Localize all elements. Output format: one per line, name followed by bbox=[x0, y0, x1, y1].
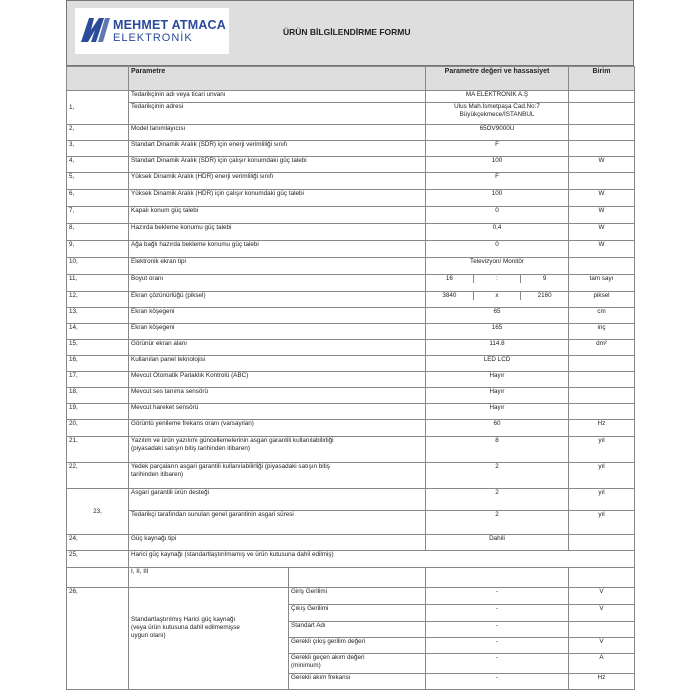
row-value: Televizyon/ Monitör bbox=[426, 258, 569, 275]
spec-label: Standart Adı bbox=[289, 622, 426, 638]
row-param: Tedarikçinin adresi bbox=[129, 103, 426, 125]
row-unit bbox=[569, 103, 635, 125]
row-param: Kapalı konum güç talebi bbox=[129, 207, 426, 224]
table-row bbox=[67, 535, 635, 551]
row-number: 21, bbox=[67, 437, 129, 463]
row-number: 8, bbox=[67, 224, 129, 241]
row-number: 6, bbox=[67, 190, 129, 207]
table-row bbox=[67, 141, 635, 157]
table-row bbox=[67, 340, 635, 356]
row-number: 2, bbox=[67, 125, 129, 141]
logo-subtitle: ELEKTRONİK bbox=[113, 32, 193, 44]
row-param-line-1: Standartlaştırılmış Harici güç kaynağı bbox=[131, 616, 236, 623]
table-row bbox=[67, 588, 635, 605]
row-number: 24, bbox=[67, 535, 129, 551]
row-value: - bbox=[426, 605, 569, 622]
row-value: - bbox=[426, 654, 569, 674]
row-value: Hayır bbox=[426, 388, 569, 404]
spec-label-line-2: (minimum) bbox=[291, 662, 321, 669]
row-unit: W bbox=[569, 190, 635, 207]
row-number: 5, bbox=[67, 173, 129, 190]
ratio-height: 9 bbox=[542, 275, 547, 282]
row-number: 18, bbox=[67, 388, 129, 404]
row-param: Kullanılan panel teknolojisi bbox=[129, 356, 426, 372]
row-unit: W bbox=[569, 241, 635, 258]
row-unit: cm bbox=[569, 308, 635, 324]
spec-label: Gerekli çıkış gerilim değeri bbox=[289, 638, 426, 654]
row-value: 0,4 bbox=[426, 224, 569, 241]
row-param-line-1: Yedek parçaların asgari garantili kullanılabilirliği (piyasadaki satışın bitiş bbox=[131, 463, 330, 470]
row-number: 19, bbox=[67, 404, 129, 420]
table-row bbox=[67, 324, 635, 340]
row-number: 3, bbox=[67, 141, 129, 157]
row-value bbox=[426, 275, 569, 292]
table-row bbox=[67, 420, 635, 437]
row-unit: yıl bbox=[569, 511, 635, 535]
row-unit: Hz bbox=[569, 674, 635, 690]
table-row bbox=[67, 356, 635, 372]
row-number: 15, bbox=[67, 340, 129, 356]
row-unit: dm² bbox=[569, 340, 635, 356]
row-param-line-1: Yazılım ve ürün yazılımı güncellemelerinin asgari garantili kullanılabilirliği bbox=[131, 437, 334, 444]
row-unit: inç bbox=[569, 324, 635, 340]
table-row bbox=[67, 91, 635, 103]
row-unit bbox=[569, 568, 635, 588]
row-unit: W bbox=[569, 157, 635, 173]
spec-label: Giriş Gerilimi bbox=[289, 588, 426, 605]
row-sub-spec bbox=[289, 568, 426, 588]
table-row bbox=[67, 388, 635, 404]
row-unit bbox=[569, 141, 635, 157]
row-param: Yüksek Dinamik Aralık (HDR) için çalışır konumdaki güç talebi bbox=[129, 190, 426, 207]
row-unit: Hz bbox=[569, 420, 635, 437]
row-value: 114.8 bbox=[426, 340, 569, 356]
row-number: 23, bbox=[67, 489, 129, 535]
company-logo bbox=[75, 8, 229, 54]
row-value: 0 bbox=[426, 241, 569, 258]
table-row bbox=[67, 404, 635, 420]
row-value: 100 bbox=[426, 157, 569, 173]
form-title: ÜRÜN BİLGİLENDİRME FORMU bbox=[283, 27, 411, 37]
logo-name: MEHMET ATMACA bbox=[113, 18, 227, 32]
row-param: Ekran köşegeni bbox=[129, 308, 426, 324]
row-unit: yıl bbox=[569, 463, 635, 489]
row-value: - bbox=[426, 638, 569, 654]
row-param: Tedarikçi tarafından sunulan genel garantinin asgari süresi bbox=[129, 511, 426, 535]
row-param: Yüksek Dinamik Aralık (HDR) enerji verimliliği sınıfı bbox=[129, 173, 426, 190]
row-value: 100 bbox=[426, 190, 569, 207]
row-value: 2 bbox=[426, 489, 569, 511]
row-unit: tam sayı bbox=[569, 275, 635, 292]
row-number: 4, bbox=[67, 157, 129, 173]
header-num-cell bbox=[67, 67, 129, 91]
row-param: Harici güç kaynağı (standartlaştırılmamış ve ürün kutusuna dahil edilmiş) bbox=[129, 551, 635, 568]
row-unit: W bbox=[569, 207, 635, 224]
row-number: 7, bbox=[67, 207, 129, 224]
row-unit bbox=[569, 372, 635, 388]
table-row bbox=[67, 437, 635, 463]
table-row bbox=[67, 103, 635, 125]
header-param: Parametre bbox=[129, 67, 426, 91]
resolution-width: 3840 bbox=[426, 292, 473, 300]
row-unit: V bbox=[569, 638, 635, 654]
table-row bbox=[67, 292, 635, 308]
row-value: Hayır bbox=[426, 372, 569, 388]
spec-label: Çıkış Gerilimi bbox=[289, 605, 426, 622]
row-param: Ekran köşegeni bbox=[129, 324, 426, 340]
row-value: Hayır bbox=[426, 404, 569, 420]
row-number: 22, bbox=[67, 463, 129, 489]
row-value: - bbox=[426, 588, 569, 605]
table-row bbox=[67, 241, 635, 258]
row-value: F bbox=[426, 173, 569, 190]
row-value: 8 bbox=[426, 437, 569, 463]
table-row bbox=[67, 224, 635, 241]
row-unit bbox=[569, 622, 635, 638]
row-unit bbox=[569, 258, 635, 275]
spec-label bbox=[289, 654, 426, 674]
row-value bbox=[426, 103, 569, 125]
table-row bbox=[67, 275, 635, 292]
table-row bbox=[67, 190, 635, 207]
row-unit: yıl bbox=[569, 489, 635, 511]
row-param-line-2: (veya ürün kutusuna dahil edilmemişse bbox=[131, 624, 240, 631]
row-param: Asgari garantili ürün desteği bbox=[129, 489, 426, 511]
row-sub-label: I, II, III bbox=[129, 568, 289, 588]
resolution-height: 2160 bbox=[537, 292, 552, 299]
table-row bbox=[67, 372, 635, 388]
row-param-line-2: (piyasadaki satışın bitiş tarihinden itibaren) bbox=[131, 445, 251, 452]
table-row bbox=[67, 568, 635, 588]
row-value: - bbox=[426, 622, 569, 638]
row-number: 17, bbox=[67, 372, 129, 388]
table-row bbox=[67, 511, 635, 535]
row-unit bbox=[569, 173, 635, 190]
row-number: 20, bbox=[67, 420, 129, 437]
row-value: 65OV9000U bbox=[426, 125, 569, 141]
row-unit bbox=[569, 91, 635, 103]
row-number: 11, bbox=[67, 275, 129, 292]
row-number: 10, bbox=[67, 258, 129, 275]
row-number: 25, bbox=[67, 551, 129, 568]
row-unit: A bbox=[569, 654, 635, 674]
address-line-1: Ulus Mah.İsmetpaşa Cad.No:7 bbox=[454, 103, 540, 110]
row-value: 60 bbox=[426, 420, 569, 437]
row-number: 9, bbox=[67, 241, 129, 258]
table-row bbox=[67, 125, 635, 141]
spec-label-line-1: Gerekli geçen akım değeri bbox=[291, 654, 365, 661]
row-number: 26, bbox=[67, 588, 129, 690]
row-param: Elektronik ekran tipi bbox=[129, 258, 426, 275]
row-unit: W bbox=[569, 224, 635, 241]
ratio-separator: : bbox=[473, 275, 520, 283]
row-param: Ekran çözünürlüğü (piksel) bbox=[129, 292, 426, 308]
row-number bbox=[67, 568, 129, 588]
table-row bbox=[67, 551, 635, 568]
header-value: Parametre değeri ve hassasiyet bbox=[426, 67, 569, 91]
resolution-separator: x bbox=[473, 292, 520, 300]
row-param: Standart Dinamik Aralık (SDR) için enerji verimliliği sınıfı bbox=[129, 141, 426, 157]
row-unit bbox=[569, 535, 635, 551]
row-value: 2 bbox=[426, 511, 569, 535]
table-row bbox=[67, 308, 635, 324]
row-unit: yıl bbox=[569, 437, 635, 463]
row-unit bbox=[569, 404, 635, 420]
row-value bbox=[426, 568, 569, 588]
row-unit: V bbox=[569, 605, 635, 622]
address-line-2: Büyükçekmece/İSTANBUL bbox=[459, 111, 535, 118]
row-value: 0 bbox=[426, 207, 569, 224]
row-value: LED LCD bbox=[426, 356, 569, 372]
row-param: Ağa bağlı hazırda bekleme konumu güç talebi bbox=[129, 241, 426, 258]
row-unit bbox=[569, 356, 635, 372]
row-param: Görünür ekran alanı bbox=[129, 340, 426, 356]
row-value: 165 bbox=[426, 324, 569, 340]
row-param: Standart Dinamik Aralık (SDR) için çalışır konumdaki güç talebi bbox=[129, 157, 426, 173]
table-row bbox=[67, 207, 635, 224]
row-value: 65 bbox=[426, 308, 569, 324]
row-unit: piksel bbox=[569, 292, 635, 308]
row-param: Mevcut ses tanıma sensörü bbox=[129, 388, 426, 404]
row-unit bbox=[569, 125, 635, 141]
row-param: Mevcut Otomatik Parlaklık Kontrolü (ABC) bbox=[129, 372, 426, 388]
row-param: Güç kaynağı tipi bbox=[129, 535, 426, 551]
row-number: 14, bbox=[67, 324, 129, 340]
row-value bbox=[426, 292, 569, 308]
row-value: 2 bbox=[426, 463, 569, 489]
table-row bbox=[67, 258, 635, 275]
row-value: Dahili bbox=[426, 535, 569, 551]
row-param: Tedarikçinin adı veya ticari unvanı bbox=[129, 91, 426, 103]
row-param: Hazırda bekleme konumu güç talebi bbox=[129, 224, 426, 241]
row-unit: V bbox=[569, 588, 635, 605]
row-param: Model tanımlayıcısı bbox=[129, 125, 426, 141]
row-number: 12, bbox=[67, 292, 129, 308]
row-param: Görüntü yenileme frekans oranı (varsayılan) bbox=[129, 420, 426, 437]
row-value: F bbox=[426, 141, 569, 157]
table-row bbox=[67, 463, 635, 489]
row-number: 16, bbox=[67, 356, 129, 372]
row-number: 1, bbox=[67, 91, 129, 125]
product-info-table bbox=[66, 66, 635, 690]
logo-mark-icon bbox=[81, 16, 111, 44]
table-row bbox=[67, 173, 635, 190]
row-param bbox=[129, 463, 426, 489]
row-param bbox=[129, 588, 289, 690]
row-value: - bbox=[426, 674, 569, 690]
row-number: 13, bbox=[67, 308, 129, 324]
row-param-line-3: uygun olanı) bbox=[131, 632, 166, 639]
ratio-width: 16 bbox=[426, 275, 473, 283]
row-param-line-2: tarihinden itibaren) bbox=[131, 471, 184, 478]
table-row bbox=[67, 489, 635, 511]
row-value: MA ELEKTRONİK A.Ş bbox=[426, 91, 569, 103]
row-param: Boyut oranı bbox=[129, 275, 426, 292]
header-unit: Birim bbox=[569, 67, 635, 91]
row-param: Mevcut hareket sensörü bbox=[129, 404, 426, 420]
row-param bbox=[129, 437, 426, 463]
row-unit bbox=[569, 388, 635, 404]
spec-label: Gerekli akım frekansı bbox=[289, 674, 426, 690]
table-header-row bbox=[67, 67, 635, 91]
table-row bbox=[67, 157, 635, 173]
